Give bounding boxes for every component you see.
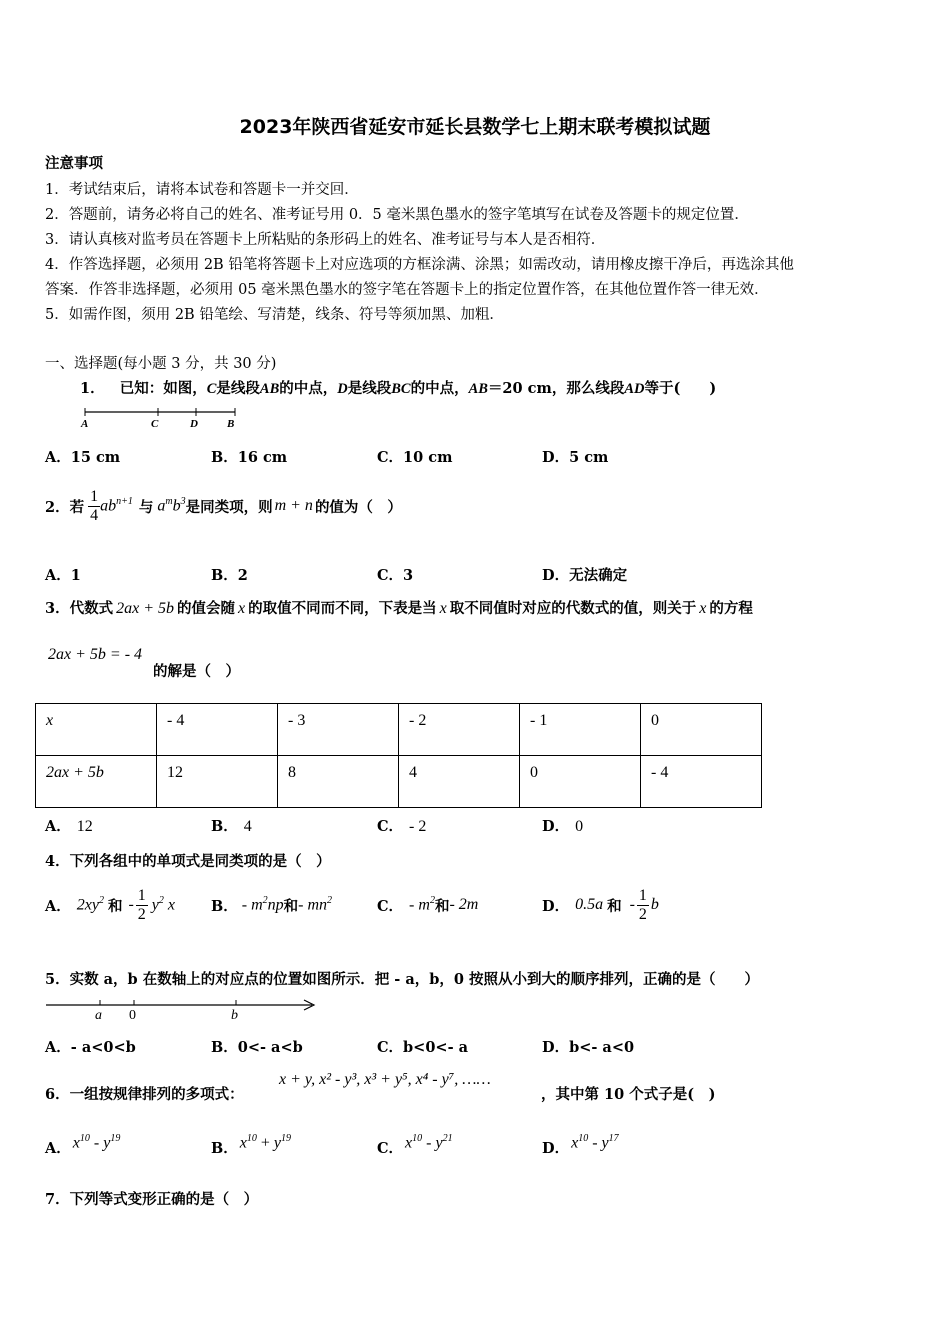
table-cell: 8 <box>278 756 399 808</box>
conjunction: 和 <box>283 897 299 915</box>
option-label: B． <box>211 818 238 835</box>
table-cell: - 4 <box>641 756 762 808</box>
point-label-c: C <box>151 418 159 430</box>
option-label: B． <box>211 897 238 915</box>
q1-text: 等于( ) <box>644 380 717 397</box>
option-label: D． <box>542 1140 570 1157</box>
expr-term: y <box>151 896 159 914</box>
question-3 <box>45 597 753 618</box>
option-a[interactable] <box>45 880 175 930</box>
q2-text: 的值为（ ） <box>314 498 402 516</box>
conjunction: 和 <box>607 897 622 915</box>
notice-item: 4．作答选择题，必须用 2B 铅笔将答题卡上对应选项的方框涂满、涂黑；如需改动，请用橡皮擦干净后，再选涂其他 <box>45 257 794 273</box>
expr-term: y <box>435 1134 443 1151</box>
q2-text: 与 <box>138 498 154 516</box>
option-value: 12 <box>76 818 93 835</box>
q3-var: x <box>439 600 447 617</box>
q1-text: 的中点， <box>279 380 338 397</box>
expr-term: np <box>267 896 284 914</box>
q2-text: 2．若 <box>45 498 85 516</box>
notice-heading: 注意事项 <box>45 155 103 172</box>
option-label: D． <box>542 818 570 835</box>
notice-item: 1．考试结束后，请将本试卷和答题卡一并交回． <box>45 182 359 198</box>
expr-term: 2xy <box>76 896 99 914</box>
q3-var: x <box>238 600 246 617</box>
notice-item: 5．如需作图，须用 2B 铅笔绘、写清楚，线条、符号等须加黑、加粗． <box>45 307 504 323</box>
option-b[interactable] <box>211 880 332 930</box>
axis-label-b: b <box>231 1008 238 1022</box>
option-label: A． <box>45 897 71 915</box>
point-label-a: A <box>81 418 89 430</box>
q3-var: x <box>699 600 707 617</box>
table-cell: x <box>36 704 157 756</box>
option-d[interactable]: D．b<- a<0 <box>542 1039 635 1056</box>
exponent: 19 <box>110 1132 121 1144</box>
q2-exponent: 3 <box>180 496 186 508</box>
q3-text: 的值会随 <box>177 600 235 617</box>
exponent: 2 <box>262 895 268 907</box>
q2-base: ab <box>100 497 117 515</box>
q2-exponent: n+1 <box>116 496 133 508</box>
q3-text: 的取值不同而不同，下表是当 <box>248 600 437 617</box>
fraction-denominator: 4 <box>90 506 99 524</box>
option-c[interactable] <box>377 1128 453 1158</box>
exponent: 21 <box>442 1132 453 1144</box>
expr <box>405 1133 453 1152</box>
axis-label-zero: 0 <box>129 1008 136 1022</box>
option-c[interactable]: C．3 <box>377 567 414 584</box>
expr-term: - mn <box>298 896 328 914</box>
option-b[interactable]: B．2 <box>211 567 248 584</box>
option-a[interactable]: A．15 cm <box>45 449 121 466</box>
expr-term: x <box>571 1134 579 1151</box>
option-d[interactable] <box>542 1128 619 1158</box>
option-b[interactable] <box>211 1128 291 1158</box>
q1-text: 是线段 <box>347 380 392 397</box>
table-cell: 0 <box>520 756 641 808</box>
option-b[interactable] <box>211 815 252 836</box>
q2-expr <box>157 496 185 515</box>
q1-var: D <box>337 381 348 397</box>
q3-text: 3．代数式 <box>45 600 114 617</box>
option-a[interactable] <box>45 815 93 836</box>
q1-text: 已知：如图， <box>119 380 207 397</box>
option-d[interactable]: D．5 cm <box>542 449 609 466</box>
option-label: A． <box>45 818 71 835</box>
option-value: 4 <box>243 818 252 835</box>
question-5: 5．实数 a，b 在数轴上的对应点的位置如图所示．把 - a，b，0 按照从小到大的顺序排列，正确的是（ ） <box>45 971 760 988</box>
exponent: 10 <box>412 1132 423 1144</box>
q1-text: ＝20 cm，那么线段 <box>487 380 625 397</box>
values-table <box>35 703 762 808</box>
expr-term: - m <box>409 896 430 914</box>
exponent: 2 <box>98 895 104 907</box>
minus-sign: - <box>629 896 635 913</box>
fraction-denominator: 2 <box>638 905 647 923</box>
table-cell: 12 <box>157 756 278 808</box>
option-d[interactable] <box>542 815 583 836</box>
expr <box>298 895 332 914</box>
exponent: 2 <box>158 895 164 907</box>
option-b[interactable]: B．16 cm <box>211 449 288 466</box>
q1-number: 1． <box>80 380 105 397</box>
question-6: 6．一组按规律排列的多项式： <box>45 1086 244 1103</box>
question-4: 4．下列各组中的单项式是同类项的是（ ） <box>45 853 331 870</box>
q2-base: a <box>157 497 166 515</box>
option-label: C． <box>377 818 404 835</box>
point-label-d: D <box>190 418 198 430</box>
section-heading: 一、选择题(每小题 3 分，共 30 分) <box>45 356 277 372</box>
fraction-denominator: 2 <box>137 905 146 923</box>
q3-text: 的方程 <box>709 600 753 617</box>
option-d[interactable]: D．无法确定 <box>542 567 628 584</box>
q3-equation-text: 2ax + 5b = - 4 <box>48 646 143 663</box>
conjunction: 和 <box>107 897 123 915</box>
table-cell: - 4 <box>157 704 278 756</box>
page-title: 2023年陕西省延安市延长县数学七上期末联考模拟试题 <box>239 116 711 138</box>
operator: - <box>89 1134 104 1151</box>
fraction <box>88 488 100 525</box>
expr <box>240 1133 291 1152</box>
expr <box>77 895 104 914</box>
exponent: 10 <box>246 1132 257 1144</box>
exponent: 2 <box>429 895 435 907</box>
fraction-numerator: 1 <box>638 886 647 904</box>
exponent: 10 <box>79 1132 90 1144</box>
expr <box>571 1133 619 1152</box>
conjunction: 和 <box>434 897 450 915</box>
minus-sign: - <box>128 896 134 913</box>
q3-text: 的解是（ ） <box>153 663 240 680</box>
table-cell: 4 <box>399 756 520 808</box>
q2-exponent: m <box>165 496 173 508</box>
expr-term: x <box>405 1134 413 1151</box>
expr-term: x <box>72 1134 80 1151</box>
option-a[interactable]: A．1 <box>45 567 81 584</box>
operator: - <box>588 1134 602 1151</box>
exponent: 10 <box>578 1132 589 1144</box>
option-label: D． <box>542 897 570 915</box>
expr: - 2m <box>449 896 479 913</box>
q2-expr <box>100 496 133 515</box>
expr-term: x <box>167 896 176 914</box>
fraction-numerator: 1 <box>137 886 146 904</box>
operator: + <box>256 1134 274 1151</box>
table-cell: - 2 <box>399 704 520 756</box>
q6-text: ，其中第 10 个式子是( ) <box>541 1086 716 1103</box>
notice-item: 3．请认真核对监考员在答题卡上所粘贴的条形码上的姓名、准考证号与本人是否相符． <box>45 232 606 248</box>
axis-label-a: a <box>95 1008 102 1022</box>
table-cell: 2ax + 5b <box>36 756 157 808</box>
polynomial-sequence: x + y, x² - y³, x³ + y⁵, x⁴ - y⁷, …… <box>279 1071 491 1088</box>
question-1 <box>80 377 716 398</box>
q2-text: 是同类项，则 <box>185 498 273 516</box>
question-7: 7．下列等式变形正确的是（ ） <box>45 1191 259 1208</box>
expr <box>409 895 435 914</box>
q1-text: 是线段 <box>216 380 260 397</box>
point-label-b: B <box>227 418 235 430</box>
fraction-numerator: 1 <box>90 487 99 505</box>
q3-expr-text: 2ax + 5b <box>116 600 174 617</box>
exponent: 2 <box>327 895 333 907</box>
operator: - <box>422 1134 436 1151</box>
q1-text: 的中点， <box>410 380 469 397</box>
q1-var: BC <box>391 381 411 397</box>
q1-var: C <box>206 381 217 397</box>
table-cell: - 1 <box>520 704 641 756</box>
table-cell: 0 <box>641 704 762 756</box>
q2-base: b <box>172 497 181 515</box>
option-value: 0 <box>575 818 584 835</box>
q3-expr <box>116 600 174 617</box>
expr: b <box>650 896 659 913</box>
expr <box>152 895 175 914</box>
number-line <box>44 996 319 1022</box>
expr <box>73 1133 121 1152</box>
option-c[interactable]: C．10 cm <box>377 449 453 466</box>
q1-var: AB <box>468 381 488 397</box>
fraction <box>637 887 649 924</box>
expr-term: x <box>239 1134 247 1151</box>
expr: 0.5a <box>575 896 604 913</box>
notice-item: 答案．作答非选择题，必须用 05 毫米黑色墨水的签字笔在答题卡上的指定位置作答，在其他位置作答一律无效． <box>45 282 769 298</box>
table-row <box>36 756 762 808</box>
option-c[interactable] <box>377 880 478 930</box>
option-c[interactable] <box>377 815 426 836</box>
table-row <box>36 704 762 756</box>
option-b[interactable]: B．0<- a<b <box>211 1039 303 1056</box>
expr-term: y <box>601 1134 609 1151</box>
q1-var: AD <box>624 381 645 397</box>
option-label: A． <box>45 1140 71 1157</box>
exponent: 17 <box>608 1132 619 1144</box>
option-label: C． <box>377 897 404 915</box>
option-label: C． <box>377 1140 404 1157</box>
q3-equation <box>48 646 142 664</box>
fraction <box>136 887 148 924</box>
option-a[interactable]: A．- a<0<b <box>45 1039 136 1056</box>
option-value: - 2 <box>409 818 427 835</box>
exponent: 19 <box>281 1132 292 1144</box>
q3-text: 取不同值时对应的代数式的值，则关于 <box>449 600 697 617</box>
table-cell: - 3 <box>278 704 399 756</box>
option-d[interactable] <box>542 880 659 930</box>
option-label: B． <box>211 1140 238 1157</box>
expr-term: y <box>273 1134 282 1151</box>
option-a[interactable] <box>45 1128 120 1158</box>
segment-diagram <box>78 404 248 430</box>
expr <box>242 895 284 914</box>
q1-var: AB <box>259 381 280 397</box>
q2-expr: m + n <box>274 497 313 514</box>
expr-term: y <box>103 1134 111 1151</box>
question-2 <box>45 484 402 528</box>
expr-term: - m <box>241 896 263 914</box>
option-c[interactable]: C．b<0<- a <box>377 1039 469 1056</box>
notice-item: 2．答题前，请务必将自己的姓名、准考证号用 0．5 毫米黑色墨水的签字笔填写在试卷及答题卡的规定位置． <box>45 207 749 223</box>
